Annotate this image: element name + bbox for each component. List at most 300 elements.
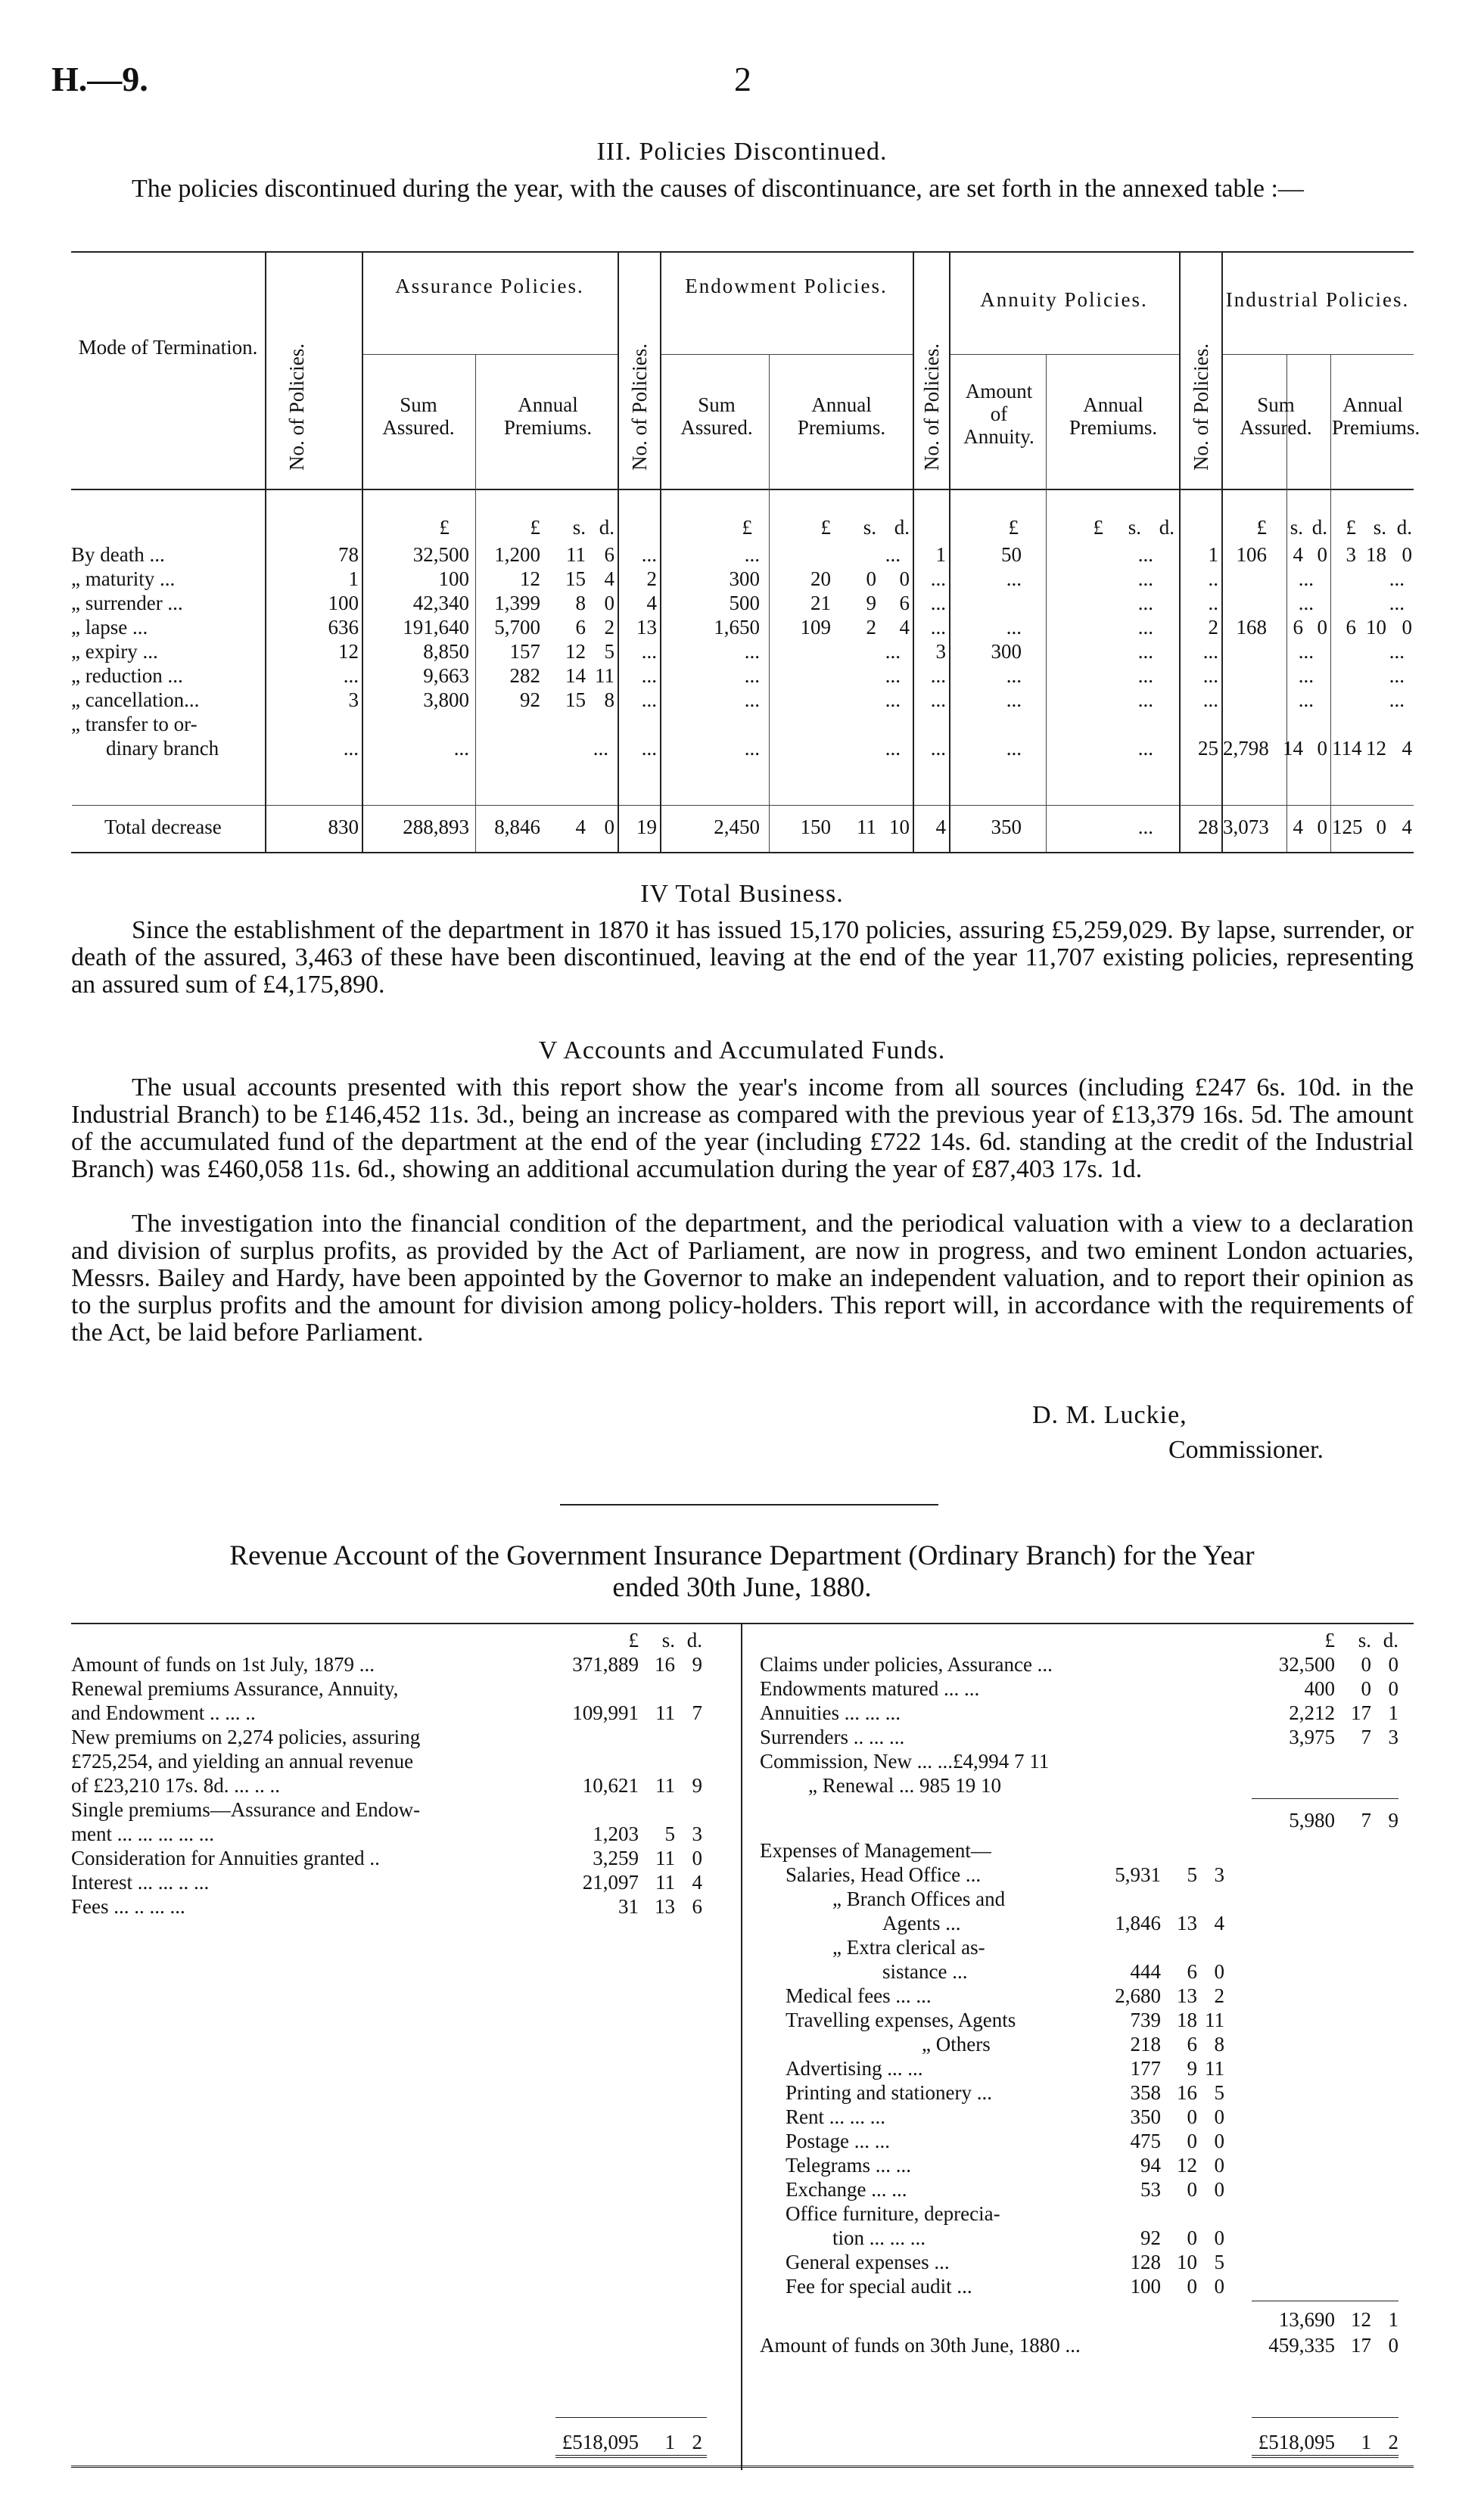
receipt-amount-pence: 0 <box>692 1847 702 1869</box>
assurance-no-cell: 12 <box>338 640 359 663</box>
unit-pound: £ <box>1008 516 1019 539</box>
endowment-sum-cell: ... <box>744 664 760 687</box>
expense-amount-pounds: 177 <box>1130 2057 1161 2080</box>
expense-amount-shillings: 16 <box>1177 2081 1197 2104</box>
unit-pound: £ <box>439 516 450 539</box>
receipt-amount-shillings: 16 <box>655 1653 675 1676</box>
industrial-premium-pounds: 6 <box>1346 616 1356 639</box>
section-intro-paragraph <box>71 176 1414 203</box>
payment-amount-pence: 0 <box>1388 1677 1398 1700</box>
assurance-premium-shillings: 4 <box>575 816 586 838</box>
expense-amount-pence: 11 <box>1205 2009 1224 2031</box>
expense-amount-shillings: 18 <box>1177 2009 1197 2031</box>
receipt-line: New premiums on 2,274 policies, assuring <box>71 1726 421 1748</box>
industrial-premium-cell: ... <box>1389 664 1405 687</box>
expense-line: Agents ... <box>882 1912 961 1934</box>
expense-amount-pence: 0 <box>1214 2275 1224 2298</box>
expense-line: Fee for special audit ... <box>786 2275 972 2298</box>
expense-amount-shillings: 6 <box>1187 1960 1197 1983</box>
receipt-amount-pounds: 10,621 <box>582 1774 639 1797</box>
expense-line: „ Others <box>922 2033 991 2055</box>
annuity-amount-cell: 300 <box>991 640 1022 663</box>
assurance-subheader-rule <box>362 354 618 355</box>
unit-pence: d. <box>1383 1629 1398 1652</box>
expense-line: sistance ... <box>882 1960 968 1983</box>
policies-discontinued-table <box>71 251 1420 856</box>
expense-line: Travelling expenses, Agents <box>786 2009 1016 2031</box>
industrial-premium-cell: ... <box>1389 592 1405 614</box>
payment-amount-shillings: 0 <box>1361 1653 1371 1676</box>
expense-amount-pounds: 475 <box>1130 2130 1161 2152</box>
unit-pound: £ <box>1324 1629 1335 1652</box>
annuity-premium-cell: ... <box>1137 640 1153 663</box>
endowment-premium-shillings: 0 <box>866 567 876 590</box>
assurance-premium-pounds: 92 <box>520 688 540 711</box>
total-business-text: Since the establishment of the department in 1870 it has issued 15,170 policies, assuring £5,259,029. By lapse, surrender, or death of the assured, 3,463 of these have been discontinued, leaving at the end of the year 11,707 existing policies, representing an assured sum of £4,175,890. <box>71 916 1414 999</box>
expense-amount-pence: 0 <box>1214 2178 1224 2201</box>
endowment-sum-cell: ... <box>744 737 760 760</box>
no-of-policies-header: No. of Policies. <box>1190 343 1212 471</box>
receipt-amount-pounds: 3,259 <box>593 1847 639 1869</box>
revenue-title-line-2: ended 30th June, 1880. <box>612 1572 872 1603</box>
expense-amount-pounds: 739 <box>1130 2009 1161 2031</box>
document-reference: H.—9. <box>51 60 148 98</box>
endowment-sum-cell: ... <box>744 688 760 711</box>
row-label: „ maturity ... <box>71 567 176 590</box>
funds-end-amount-pounds: 459,335 <box>1268 2334 1335 2357</box>
receipt-amount-shillings: 5 <box>664 1822 675 1845</box>
annuity-no-cell: 1 <box>935 543 946 566</box>
table-header-rule <box>71 489 1414 490</box>
industrial-sum-pence: 0 <box>1317 816 1327 838</box>
industrial-premium-pounds: 114 <box>1332 737 1362 760</box>
industrial-premium-pence: 0 <box>1402 543 1412 566</box>
industrial-no-cell: ... <box>1202 688 1218 711</box>
row-label: „ expiry ... <box>71 640 158 663</box>
industrial-premium-shillings: 0 <box>1376 816 1386 838</box>
expense-amount-pounds: 1,846 <box>1115 1912 1161 1934</box>
expense-line: Telegrams ... ... <box>786 2154 912 2177</box>
receipt-line: Consideration for Annuities granted .. <box>71 1847 380 1869</box>
endowment-no-cell: 4 <box>646 592 657 614</box>
expense-amount-pence: 3 <box>1214 1863 1224 1886</box>
accounts-text-1: The usual accounts presented with this report show the year's income from all sources (including £247 6s. 10d. in the Industrial Branch) to be £146,452 11s. 3d., being an increase as compared with the previous year of £13,379 16s. 5d. The amount of the accumulated fund of the department at the end of the year (including £722 14s. 6d. standing at the credit of the Industrial Branch) was £460,058 11s. 6d., showing an additional accumulation during the year of £87,403 17s. 1d. <box>71 1074 1414 1183</box>
annuity-no-cell: 3 <box>935 640 946 663</box>
funds-end-amount-pence: 0 <box>1388 2334 1398 2357</box>
col-rule <box>769 354 770 852</box>
right-total-double-rule <box>1252 2455 1398 2458</box>
expense-amount-pence: 0 <box>1214 2130 1224 2152</box>
signature-name: D. M. Luckie, <box>1032 1401 1187 1429</box>
assurance-premium-pence: 8 <box>604 688 614 711</box>
receipt-amount-pence: 7 <box>692 1701 702 1724</box>
assurance-premium-shillings: 15 <box>565 567 586 590</box>
no-of-policies-header: No. of Policies. <box>920 343 943 471</box>
assurance-no-cell: 3 <box>348 688 359 711</box>
sum-assured-header: Sum Assured. <box>680 393 753 439</box>
payment-amount-pence: 1 <box>1388 1701 1398 1724</box>
annuity-premium-cell: ... <box>1137 616 1153 639</box>
unit-pence: d. <box>599 516 614 539</box>
revenue-center-rule <box>741 1623 742 2470</box>
endowment-premium-pounds: 21 <box>810 592 831 614</box>
expense-amount-shillings: 0 <box>1187 2105 1197 2128</box>
expense-amount-pounds: 2,680 <box>1115 1984 1161 2007</box>
expense-amount-pounds: 100 <box>1130 2275 1161 2298</box>
industrial-no-cell: .. <box>1208 592 1218 614</box>
assurance-premium-pence: 6 <box>604 543 614 566</box>
receipt-line: of £23,210 17s. 8d. ... .. .. <box>71 1774 280 1797</box>
industrial-premium-shillings: 18 <box>1366 543 1386 566</box>
unit-pence: d. <box>1159 516 1174 539</box>
expense-amount-pence: 0 <box>1214 1960 1224 1983</box>
payment-amount-shillings: 17 <box>1351 1701 1371 1724</box>
industrial-no-cell: ... <box>1202 640 1218 663</box>
endowment-sum-cell: 500 <box>729 592 760 614</box>
left-total-rule <box>555 2417 707 2418</box>
assurance-premium-pence: 2 <box>604 616 614 639</box>
annuity-no-cell: ... <box>930 592 946 614</box>
receipt-amount-pounds: 21,097 <box>582 1871 639 1894</box>
col-rule <box>1330 354 1331 852</box>
assurance-sum-cell: 288,893 <box>403 816 469 838</box>
endowment-premium-cell: ... <box>885 664 901 687</box>
endowment-premium-shillings: 11 <box>857 816 876 838</box>
expense-line: General expenses ... <box>786 2251 950 2273</box>
payment-amount-shillings: 0 <box>1361 1677 1371 1700</box>
funds-end-amount-shillings: 17 <box>1351 2334 1371 2357</box>
assurance-no-cell: ... <box>343 664 359 687</box>
row-label: „ cancellation... <box>71 688 200 711</box>
endowment-premium-pounds: 20 <box>810 567 831 590</box>
commission-new-line: Commission, New ... ...£4,994 7 11 <box>760 1750 1050 1773</box>
unit-shillings: s. <box>1128 516 1141 539</box>
commission-total-pence: 9 <box>1388 1809 1398 1832</box>
receipt-amount-shillings: 11 <box>655 1774 675 1797</box>
endowment-sum-cell: 1,650 <box>714 616 760 639</box>
receipt-amount-pounds: 1,203 <box>593 1822 639 1845</box>
receipt-line: Amount of funds on 1st July, 1879 ... <box>71 1653 375 1676</box>
unit-shillings: s. <box>661 1629 675 1652</box>
row-label: „ lapse ... <box>71 616 148 639</box>
col-rule <box>475 354 476 852</box>
unit-pound: £ <box>530 516 540 539</box>
sum-assured-header: Sum Assured. <box>382 393 455 439</box>
assurance-premium-shillings: 8 <box>575 592 586 614</box>
receipt-amount-shillings: 11 <box>655 1847 675 1869</box>
assurance-no-cell: 78 <box>338 543 359 566</box>
expense-amount-shillings: 0 <box>1187 2275 1197 2298</box>
industrial-premium-pence: 4 <box>1402 737 1412 760</box>
receipt-line: Single premiums—Assurance and Endow- <box>71 1798 421 1821</box>
endowment-premium-cell: ... <box>885 688 901 711</box>
endowment-premium-cell: ... <box>885 543 901 566</box>
industrial-premium-pence: 0 <box>1402 616 1412 639</box>
assurance-premium-pence: 0 <box>604 592 614 614</box>
endowment-no-cell: ... <box>641 737 657 760</box>
expense-amount-pence: 0 <box>1214 2154 1224 2177</box>
industrial-no-cell: 1 <box>1208 543 1218 566</box>
expense-amount-pounds: 444 <box>1130 1960 1161 1983</box>
annuity-premium-cell: ... <box>1137 816 1153 838</box>
assurance-premium-pence: 5 <box>604 640 614 663</box>
assurance-premium-pounds: 1,399 <box>494 592 540 614</box>
receipt-amount-shillings: 11 <box>655 1871 675 1894</box>
expenses-total-shillings: 12 <box>1351 2308 1371 2331</box>
revenue-bottom-rule <box>71 2466 1414 2468</box>
receipt-amount-pence: 3 <box>692 1822 702 1845</box>
mode-of-termination-header: Mode of Termination. <box>78 336 258 359</box>
assurance-sum-cell: 32,500 <box>412 543 469 566</box>
industrial-premium-pounds: 125 <box>1332 816 1363 838</box>
assurance-sum-cell: 3,800 <box>423 688 469 711</box>
assurance-premium-shillings: 14 <box>565 664 586 687</box>
expenses-total-pounds: 13,690 <box>1278 2308 1335 2331</box>
annuity-no-cell: 4 <box>935 816 946 838</box>
funds-end-line: Amount of funds on 30th June, 1880 ... <box>760 2334 1081 2357</box>
unit-pound: £ <box>1093 516 1103 539</box>
industrial-sum-pence: 0 <box>1317 737 1327 760</box>
assurance-premium-pounds: 5,700 <box>494 616 540 639</box>
payment-total-pounds: £518,095 <box>1258 2431 1335 2453</box>
expense-amount-pence: 8 <box>1214 2033 1224 2055</box>
industrial-premium-shillings: 12 <box>1366 737 1386 760</box>
commission-total-rule <box>1252 1798 1398 1799</box>
expense-line: Postage ... ... <box>786 2130 890 2152</box>
annuity-no-cell: ... <box>930 616 946 639</box>
payment-amount-pounds: 2,212 <box>1289 1701 1335 1724</box>
section-title-accounts: V Accounts and Accumulated Funds. <box>538 1036 946 1064</box>
industrial-no-cell: 2 <box>1208 616 1218 639</box>
annuity-amount-cell: 350 <box>991 816 1022 838</box>
expense-line: Office furniture, deprecia- <box>786 2202 1000 2225</box>
receipt-amount-pence: 9 <box>692 1774 702 1797</box>
assurance-sum-cell: 9,663 <box>423 664 469 687</box>
industrial-sum-pounds: 3,073 <box>1223 816 1269 838</box>
row-label: dinary branch <box>106 737 219 760</box>
section-divider <box>560 1504 938 1505</box>
section-title-total-business: IV Total Business. <box>640 880 844 908</box>
annuity-amount-cell: ... <box>1006 616 1022 639</box>
receipt-amount-pounds: 31 <box>618 1895 639 1918</box>
assurance-premium-shillings: 11 <box>566 543 586 566</box>
no-of-policies-header: No. of Policies. <box>628 343 651 471</box>
industrial-sum-cell: ... <box>1298 688 1314 711</box>
expense-amount-pounds: 350 <box>1130 2105 1161 2128</box>
unit-pound: £ <box>1346 516 1356 539</box>
revenue-top-rule <box>71 1623 1414 1624</box>
industrial-sum-pounds: 106 <box>1236 543 1267 566</box>
accounts-text-2: The investigation into the financial condition of the department, and the periodical valuation with a view to a declaration and division of surplus profits, as provided by the Act of Parliament, are now in progress, and two eminent London actuaries, Messrs. Bailey and Hardy, have been appointed by the Governor to make an independent valuation, and to report their opinion as to the surplus profits and the amount for division among policy-holders. This report will, in accordance with the requirements of the Act, be laid before Parliament. <box>71 1210 1414 1347</box>
assurance-premium-pounds: 12 <box>520 567 540 590</box>
unit-pound: £ <box>1256 516 1267 539</box>
payment-amount-pounds: 400 <box>1304 1677 1335 1700</box>
expense-amount-shillings: 0 <box>1187 2226 1197 2249</box>
annual-premiums-header: Annual Premiums. <box>1069 393 1158 439</box>
total-business-paragraph <box>71 917 1414 999</box>
unit-shillings: s. <box>572 516 586 539</box>
annuity-no-cell: ... <box>930 664 946 687</box>
expense-line: Rent ... ... ... <box>786 2105 885 2128</box>
payment-amount-pounds: 32,500 <box>1278 1653 1335 1676</box>
industrial-premium-cell: ... <box>1389 640 1405 663</box>
unit-pound: £ <box>628 1629 639 1652</box>
annuity-amount-cell: 50 <box>1001 543 1022 566</box>
industrial-premium-pence: 4 <box>1402 816 1412 838</box>
endowment-premium-pounds: 150 <box>800 816 831 838</box>
industrial-premium-shillings: 10 <box>1366 616 1386 639</box>
annuity-premium-cell: ... <box>1137 567 1153 590</box>
payment-line: Claims under policies, Assurance ... <box>760 1653 1053 1676</box>
endowment-no-cell: ... <box>641 640 657 663</box>
expense-amount-pence: 11 <box>1205 2057 1224 2080</box>
annuity-amount-cell: ... <box>1006 688 1022 711</box>
industrial-premium-cell: ... <box>1389 688 1405 711</box>
payment-total-shillings: 1 <box>1361 2431 1371 2453</box>
expense-amount-shillings: 0 <box>1187 2178 1197 2201</box>
payment-line: Endowments matured ... ... <box>760 1677 980 1700</box>
endowment-premium-cell: ... <box>885 640 901 663</box>
assurance-sum-cell: 191,640 <box>403 616 469 639</box>
industrial-sum-shillings: 4 <box>1293 543 1303 566</box>
accounts-paragraph-2 <box>71 1210 1414 1347</box>
receipt-line: and Endowment .. ... .. <box>71 1701 256 1724</box>
receipt-amount-pence: 4 <box>692 1871 702 1894</box>
receipt-amount-shillings: 11 <box>655 1701 675 1724</box>
payment-total-pence: 2 <box>1388 2431 1398 2453</box>
endowment-premium-pence: 10 <box>889 816 910 838</box>
page-number: 2 <box>734 60 751 98</box>
total-row-label: Total decrease <box>104 816 222 838</box>
revenue-title-line-1: Revenue Account of the Government Insurance Department (Ordinary Branch) for the Year <box>229 1540 1255 1571</box>
assurance-sum-cell: 100 <box>438 567 469 590</box>
expenses-heading: Expenses of Management— <box>760 1839 991 1862</box>
industrial-no-cell: 28 <box>1198 816 1218 838</box>
expense-line: Exchange ... ... <box>786 2178 907 2201</box>
endowment-sum-cell: ... <box>744 543 760 566</box>
endowment-premium-pence: 4 <box>899 616 910 639</box>
industrial-no-cell: .. <box>1208 567 1218 590</box>
annuity-premium-cell: ... <box>1137 688 1153 711</box>
expenses-total-pence: 1 <box>1388 2308 1398 2331</box>
endowment-no-cell: 13 <box>636 616 657 639</box>
amount-of-annuity-header: Amount of Annuity. <box>963 380 1034 448</box>
annuity-no-cell: ... <box>930 737 946 760</box>
industrial-no-cell: 25 <box>1198 737 1218 760</box>
annuity-policies-header: Annuity Policies. <box>980 288 1148 311</box>
unit-shillings: s. <box>1358 1629 1371 1652</box>
expense-line: tion ... ... ... <box>832 2226 926 2249</box>
assurance-premium-pounds: 1,200 <box>494 543 540 566</box>
payment-amount-pounds: 3,975 <box>1289 1726 1335 1748</box>
industrial-sum-cell: ... <box>1298 640 1314 663</box>
industrial-sum-cell: ... <box>1298 592 1314 614</box>
unit-shillings: s. <box>863 516 876 539</box>
endowment-premium-cell: ... <box>885 737 901 760</box>
total-separator-rule <box>72 805 1414 806</box>
endowment-no-cell: ... <box>641 664 657 687</box>
endowment-premium-shillings: 2 <box>866 616 876 639</box>
assurance-no-cell: ... <box>343 737 359 760</box>
industrial-sum-cell: ... <box>1298 664 1314 687</box>
endowment-premium-shillings: 9 <box>866 592 876 614</box>
commission-total-pounds: 5,980 <box>1289 1809 1335 1832</box>
assurance-premium-pence: 0 <box>604 816 614 838</box>
receipt-line: Fees ... .. ... ... <box>71 1895 185 1918</box>
annuity-premium-cell: ... <box>1137 543 1153 566</box>
endowment-premium-pence: 6 <box>899 592 910 614</box>
assurance-no-cell: 1 <box>348 567 359 590</box>
expense-amount-pence: 2 <box>1214 1984 1224 2007</box>
assurance-premium-pounds: 8,846 <box>494 816 540 838</box>
industrial-no-cell: ... <box>1202 664 1218 687</box>
expense-amount-pounds: 53 <box>1140 2178 1161 2201</box>
endowment-sum-cell: 300 <box>729 567 760 590</box>
expense-amount-shillings: 13 <box>1177 1912 1197 1934</box>
assurance-premium-pounds: 282 <box>509 664 540 687</box>
assurance-premium-pounds: 157 <box>509 640 540 663</box>
receipt-amount-pounds: 371,889 <box>572 1653 639 1676</box>
receipt-line: £725,254, and yielding an annual revenue <box>71 1750 414 1773</box>
assurance-premium-shillings: 12 <box>565 640 586 663</box>
row-label: „ surrender ... <box>71 592 183 614</box>
industrial-subheader-rule <box>1221 354 1414 355</box>
industrial-premium-pounds: 3 <box>1346 543 1356 566</box>
col-rule <box>1046 354 1047 852</box>
endowment-policies-header: Endowment Policies. <box>685 275 888 297</box>
section-title-policies-discontinued: III. Policies Discontinued. <box>596 138 888 166</box>
annuity-amount-cell: ... <box>1006 737 1022 760</box>
annuity-amount-cell: ... <box>1006 567 1022 590</box>
annuity-no-cell: ... <box>930 567 946 590</box>
annuity-no-cell: ... <box>930 688 946 711</box>
expense-line: Medical fees ... ... <box>786 1984 932 2007</box>
industrial-sum-shillings: 14 <box>1283 737 1303 760</box>
expense-amount-pence: 0 <box>1214 2226 1224 2249</box>
receipt-total-pence: 2 <box>692 2431 702 2453</box>
expense-amount-shillings: 5 <box>1187 1863 1197 1886</box>
expense-amount-pence: 5 <box>1214 2081 1224 2104</box>
receipt-amount-shillings: 13 <box>655 1895 675 1918</box>
industrial-sum-pence: 0 <box>1317 616 1327 639</box>
assurance-no-cell: 830 <box>328 816 359 838</box>
accounts-paragraph-1 <box>71 1074 1414 1183</box>
endowment-no-cell: ... <box>641 543 657 566</box>
annual-premiums-header: Annual Premiums. <box>503 393 593 439</box>
assurance-premium-pence: 4 <box>604 567 614 590</box>
assurance-sum-cell: 42,340 <box>412 592 469 614</box>
endowment-sum-cell: ... <box>744 640 760 663</box>
receipt-amount-pence: 9 <box>692 1653 702 1676</box>
row-label: By death ... <box>71 543 165 566</box>
annual-premiums-header: Annual Premiums. <box>1332 393 1420 439</box>
receipt-amount-pounds: 109,991 <box>572 1701 639 1724</box>
expense-amount-pounds: 94 <box>1140 2154 1161 2177</box>
expense-amount-shillings: 9 <box>1187 2057 1197 2080</box>
unit-pence: d. <box>1396 516 1412 539</box>
expense-amount-pence: 0 <box>1214 2105 1224 2128</box>
industrial-sum-shillings: 4 <box>1293 816 1303 838</box>
payment-amount-pence: 0 <box>1388 1653 1398 1676</box>
assurance-sum-cell: ... <box>453 737 469 760</box>
receipt-line: Renewal premiums Assurance, Annuity, <box>71 1677 399 1700</box>
payment-line: Surrenders .. ... ... <box>760 1726 905 1748</box>
revenue-account-table <box>71 1623 1414 2485</box>
left-total-double-rule <box>555 2455 707 2458</box>
annual-premiums-header: Annual Premiums. <box>797 393 886 439</box>
expense-amount-pounds: 92 <box>1140 2226 1161 2249</box>
expense-amount-pence: 5 <box>1214 2251 1224 2273</box>
